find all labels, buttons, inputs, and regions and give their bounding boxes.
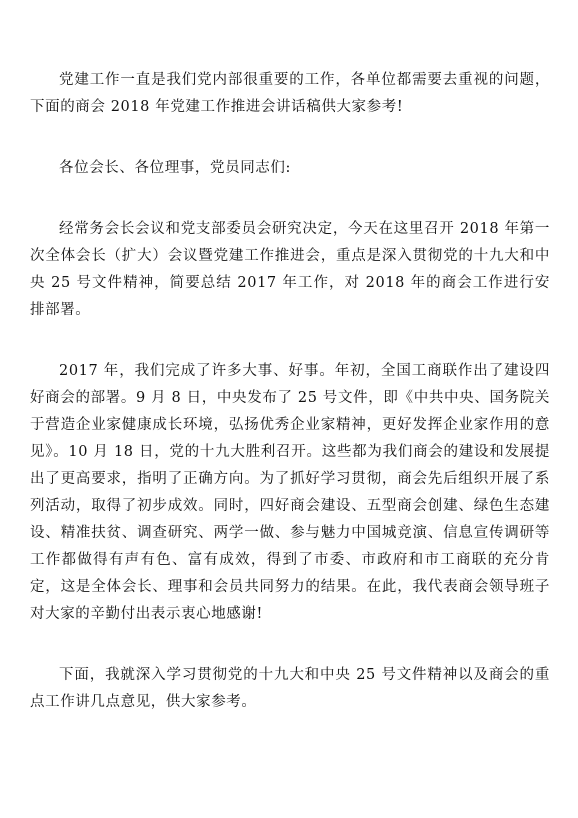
salutation-paragraph: 各位会长、各位理事，党员同志们: (59, 160, 291, 176)
intro-paragraph: 党建工作一直是我们党内部很重要的工作，各单位都需要去重视的问题，下面的商会 2018 年党建工作推进会讲话稿供大家参考! (30, 72, 550, 115)
review-paragraph: 2017 年，我们完成了许多大事、好事。年初，全国工商联作出了建设四好商会的部署。9 月 8 日，中央发布了 25 号文件，即《中共中央、国务院关于营造企业家健康成长环境，弘扬优秀企业家精神，更好发挥企业家作用的意见》。10 月 18 日，党的十九大胜利召开。这些都为我们商会的建设和发展提出了更高要求，指明了正确方向。为了抓好学习贯彻，商会先后组织开展了系列活动，取得了初步成效。同时，四好商会建设、五型商会创建、绿色生态建设、精准扶贫、调查研究、两学一做、参与魅力中国城竞演、信息宣传调研等工作都做得有声有色、富有成效，得到了市委、市政府和市工商联的充分肯定，这是全体会长、理事和会员共同努力的结果。在此，我代表商会领导班子对大家的辛勤付出表示衷心地感谢! (30, 363, 550, 622)
closing-paragraph: 下面，我就深入学习贯彻党的十九大和中央 25 号文件精神以及商会的重点工作讲几点意见，供大家参考。 (30, 667, 550, 710)
opening-paragraph: 经常务会长会议和党支部委员会研究决定，今天在这里召开 2018 年第一次全体会长（扩大）会议暨党建工作推进会，重点是深入贯彻党的十九大和中央 25 号文件精神，简要总结 2017 年工作，对 2018 年的商会工作进行安排部署。 (30, 221, 550, 318)
document-body (30, 67, 550, 716)
